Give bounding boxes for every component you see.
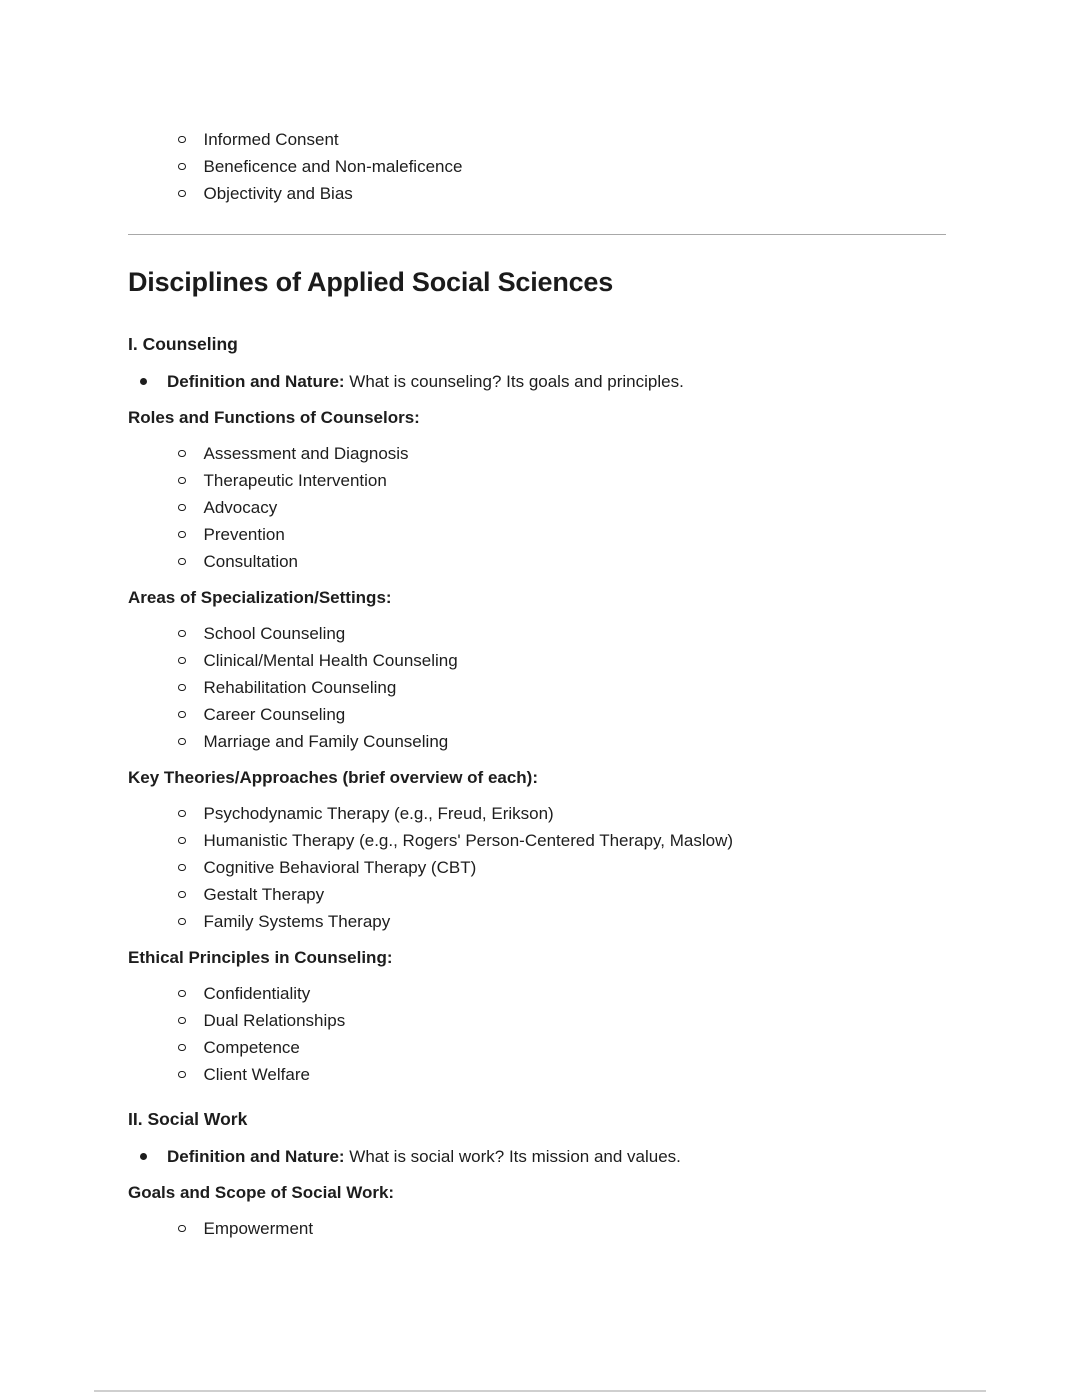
list-item	[128, 728, 946, 755]
bullet-circle-icon	[178, 1071, 186, 1079]
group-heading-areas: Areas of Specialization/Settings:	[128, 588, 392, 607]
list-item	[128, 908, 946, 935]
list-item	[128, 1007, 946, 1034]
definition-body: What is counseling? Its goals and principles.	[344, 372, 684, 391]
bullet-circle-icon	[178, 1017, 186, 1025]
list-item	[128, 647, 946, 674]
bullet-circle-icon	[178, 504, 186, 512]
definition-label: Definition and Nature:	[167, 1147, 345, 1166]
list-item	[128, 180, 946, 207]
list-item-text: Rehabilitation Counseling	[203, 678, 397, 697]
list-item-text: Consultation	[203, 552, 299, 571]
roles-bullet-list	[128, 440, 946, 575]
bullet-circle-icon	[178, 558, 186, 566]
list-item-text: School Counseling	[203, 624, 346, 643]
list-item-text: Beneficence and Non-maleficence	[203, 157, 463, 176]
bullet-circle-icon	[178, 711, 186, 719]
group-heading-roles: Roles and Functions of Counselors:	[128, 408, 420, 427]
bullet-circle-icon	[178, 684, 186, 692]
list-item	[128, 620, 946, 647]
list-item-text: Competence	[203, 1038, 300, 1057]
list-item-text: Objectivity and Bias	[203, 184, 353, 203]
bullet-circle-icon	[178, 738, 186, 746]
group-heading-ethics: Ethical Principles in Counseling:	[128, 948, 393, 967]
list-item-text: Prevention	[203, 525, 285, 544]
definition-text	[167, 368, 684, 395]
list-item	[128, 126, 946, 153]
bullet-circle-icon	[178, 837, 186, 845]
bullet-circle-icon	[178, 1225, 186, 1233]
list-item	[128, 1061, 946, 1088]
bullet-circle-icon	[178, 1044, 186, 1052]
list-item-text: Assessment and Diagnosis	[203, 444, 409, 463]
list-item-text: Client Welfare	[203, 1065, 310, 1084]
ethics-bullet-list	[128, 980, 946, 1088]
list-item	[128, 854, 946, 881]
bullet-circle-icon	[178, 136, 186, 144]
goals-bullet-list	[128, 1215, 946, 1242]
list-item-text: Family Systems Therapy	[203, 912, 391, 931]
bullet-circle-icon	[178, 163, 186, 171]
list-item-text: Humanistic Therapy (e.g., Rogers' Person-Centered Therapy, Maslow)	[203, 831, 734, 850]
bullet-disc-icon	[140, 1153, 147, 1160]
section-heading-counseling: I. Counseling	[128, 334, 238, 354]
definition-list	[128, 368, 946, 395]
list-item	[128, 153, 946, 180]
definition-list	[128, 1143, 946, 1170]
list-item	[128, 800, 946, 827]
bullet-circle-icon	[178, 990, 186, 998]
list-item-text: Gestalt Therapy	[203, 885, 325, 904]
intro-bullet-list	[128, 126, 946, 207]
list-item-text: Advocacy	[203, 498, 278, 517]
list-item	[128, 494, 946, 521]
bullet-circle-icon	[178, 864, 186, 872]
list-item	[128, 1143, 946, 1170]
bullet-circle-icon	[178, 891, 186, 899]
list-item	[128, 827, 946, 854]
list-item	[128, 440, 946, 467]
document-title: Disciplines of Applied Social Sciences	[128, 267, 614, 297]
list-item-text: Marriage and Family Counseling	[203, 732, 449, 751]
bullet-circle-icon	[178, 477, 186, 485]
list-item	[128, 1215, 946, 1242]
section-heading-social-work: II. Social Work	[128, 1109, 248, 1129]
bullet-circle-icon	[178, 657, 186, 665]
bullet-circle-icon	[178, 450, 186, 458]
list-item-text: Cognitive Behavioral Therapy (CBT)	[203, 858, 477, 877]
section-divider	[128, 234, 946, 235]
list-item-text: Informed Consent	[203, 130, 339, 149]
theories-bullet-list	[128, 800, 946, 935]
bullet-circle-icon	[178, 630, 186, 638]
group-heading-goals: Goals and Scope of Social Work:	[128, 1183, 395, 1202]
list-item	[128, 368, 946, 395]
list-item	[128, 674, 946, 701]
list-item-text: Empowerment	[203, 1219, 314, 1238]
bullet-circle-icon	[178, 810, 186, 818]
bullet-circle-icon	[178, 918, 186, 926]
list-item-text: Therapeutic Intervention	[203, 471, 387, 490]
bullet-circle-icon	[178, 190, 186, 198]
bullet-circle-icon	[178, 531, 186, 539]
definition-text	[167, 1143, 681, 1170]
list-item-text: Dual Relationships	[203, 1011, 346, 1030]
list-item	[128, 521, 946, 548]
list-item	[128, 548, 946, 575]
list-item-text: Career Counseling	[203, 705, 346, 724]
list-item	[128, 1034, 946, 1061]
list-item-text: Confidentiality	[203, 984, 311, 1003]
definition-body: What is social work? Its mission and values.	[344, 1147, 681, 1166]
list-item-text: Psychodynamic Therapy (e.g., Freud, Erikson)	[203, 804, 554, 823]
list-item	[128, 881, 946, 908]
list-item	[128, 701, 946, 728]
group-heading-theories: Key Theories/Approaches (brief overview of each):	[128, 768, 539, 787]
list-item-text: Clinical/Mental Health Counseling	[203, 651, 458, 670]
definition-label: Definition and Nature:	[167, 372, 345, 391]
list-item	[128, 467, 946, 494]
page-bottom-border	[94, 1390, 986, 1392]
areas-bullet-list	[128, 620, 946, 755]
bullet-disc-icon	[140, 378, 147, 385]
list-item	[128, 980, 946, 1007]
